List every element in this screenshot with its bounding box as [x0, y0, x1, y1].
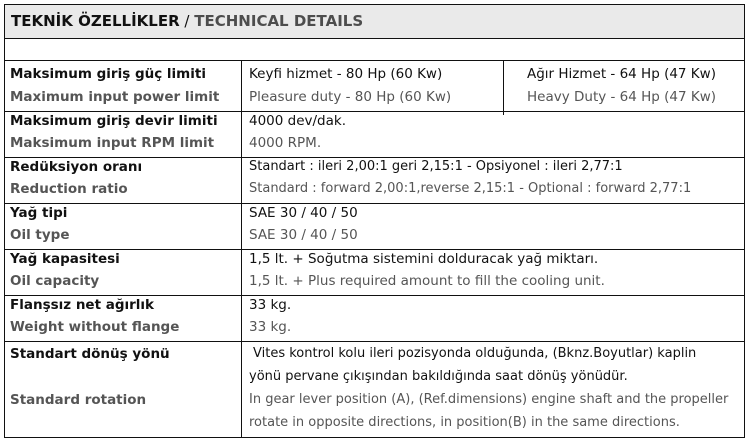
row-value2-en: Heavy Duty - 64 Hp (47 Kw): [527, 89, 717, 105]
row-value-en: 1,5 lt. + Plus required amount to fill the cooling unit.: [249, 273, 605, 289]
row-label-en: Weight without flange: [10, 319, 180, 335]
row-divider: [5, 249, 744, 250]
row-divider: [5, 203, 744, 204]
row-value2-tr: Ağır Hizmet - 64 Hp (47 Kw): [527, 66, 716, 82]
row-value-tr: 33 kg.: [249, 297, 292, 313]
row-value-en: 4000 RPM.: [249, 135, 322, 151]
row-label-tr: Yağ tipi: [10, 205, 68, 221]
row-divider: [5, 341, 744, 342]
row-label-en: Oil type: [10, 227, 70, 243]
header-separator: /: [184, 12, 190, 30]
row-value-en: Pleasure duty - 80 Hp (60 Kw): [249, 89, 452, 105]
row-label-tr: Redüksiyon oranı: [10, 159, 143, 175]
row-divider: [5, 60, 744, 61]
row-value-tr-line1: Vites kontrol kolu ileri pozisyonda olduğunda, (Bknz.Boyutlar) kaplin: [253, 346, 697, 361]
row-label-tr: Yağ kapasitesi: [10, 251, 120, 267]
row-divider: [5, 157, 744, 158]
row-value-en: SAE 30 / 40 / 50: [249, 227, 358, 243]
row-label-en: Maximum input power limit: [10, 89, 220, 105]
row-value-en-line2: rotate in opposite directions, in position(B) in the same directions.: [249, 415, 680, 430]
table-header: [5, 5, 744, 39]
row-value-tr: Keyfi hizmet - 80 Hp (60 Kw): [249, 66, 443, 82]
header-title-en: TECHNICAL DETAILS: [194, 12, 364, 30]
row-label-tr: Flanşsız net ağırlık: [10, 297, 155, 313]
row-value-tr: 1,5 lt. + Soğutma sistemini dolduracak yağ miktarı.: [249, 251, 599, 267]
row-value-en-line1: In gear lever position (A), (Ref.dimensions) engine shaft and the propeller: [249, 392, 729, 407]
row-value-en: Standard : forward 2,00:1,reverse 2,15:1 - Optional : forward 2,77:1: [249, 181, 692, 196]
row-value-tr: 4000 dev/dak.: [249, 113, 347, 129]
row-divider: [5, 295, 744, 296]
header-title-tr: TEKNİK ÖZELLİKLER: [11, 12, 180, 30]
row-divider: [5, 111, 744, 112]
row-value-tr: SAE 30 / 40 / 50: [249, 205, 358, 221]
row-label-en: Maksimum input RPM limit: [10, 135, 215, 151]
row-label-en: Oil capacity: [10, 273, 100, 289]
row-value-en: 33 kg.: [249, 319, 292, 335]
row-value-tr-line2: yönü pervane çıkışından bakıldığında saat dönüş yönüdür.: [249, 369, 628, 384]
column-divider-power: [503, 60, 504, 115]
row-label-en: Standard rotation: [10, 392, 147, 408]
row-label-tr: Maksimum giriş devir limiti: [10, 113, 218, 129]
row-label-en: Reduction ratio: [10, 181, 128, 197]
technical-details-table: [4, 4, 745, 438]
row-value-tr: Standart : ileri 2,00:1 geri 2,15:1 - Opsiyonel : ileri 2,77:1: [249, 159, 623, 174]
row-label-tr: Maksimum giriş güç limiti: [10, 66, 206, 82]
row-label-tr: Standart dönüş yönü: [10, 346, 170, 362]
